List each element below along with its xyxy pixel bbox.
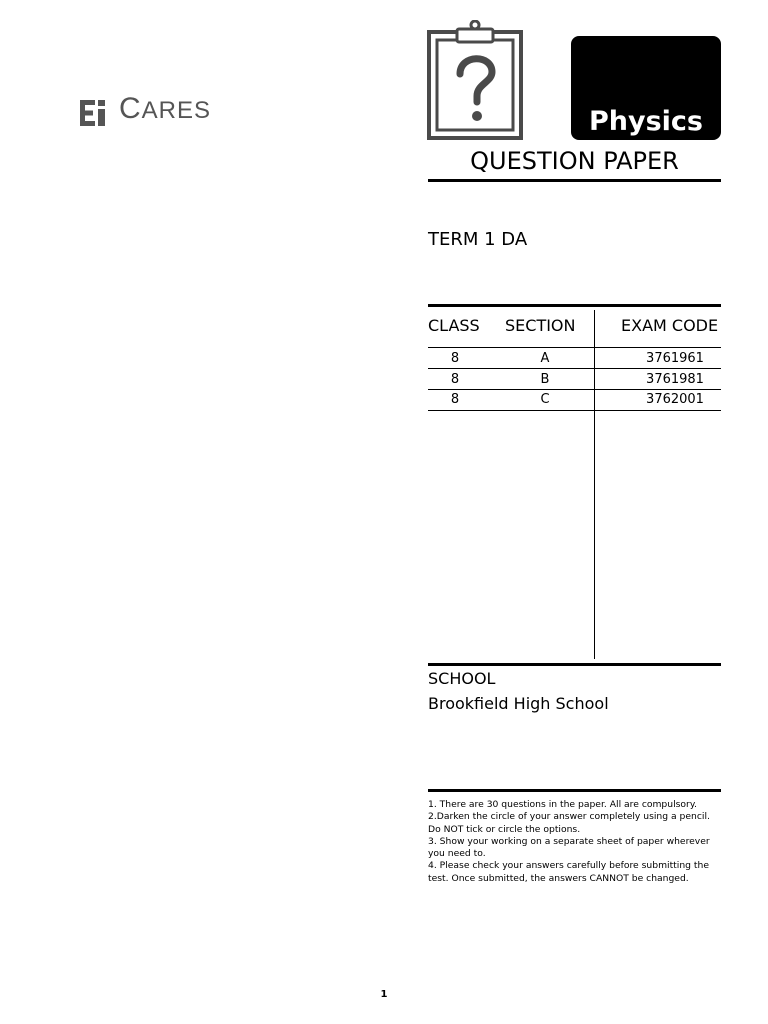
ei-logo-icon [80,98,110,126]
ei-cares-logo [80,92,211,126]
table-header-line [428,347,721,348]
subject-badge [571,36,721,140]
logo-wordmark-initial: C [119,92,142,125]
row-3-section: C [540,392,550,407]
table-top-divider [428,304,721,307]
page-number: 1 [380,989,388,1000]
header-exam-code: EXAM CODE [621,316,719,335]
instructions-divider [428,789,721,792]
table-row-line [428,410,721,411]
row-1-class: 8 [450,351,460,366]
row-2-section: B [540,372,550,387]
row-3-exam-code: 3762001 [646,392,704,407]
row-1-section: A [540,351,550,366]
table-row-line [428,389,721,390]
paper-title: QUESTION PAPER [470,147,679,175]
school-label: SCHOOL [428,669,496,688]
table-bottom-divider [428,663,721,666]
school-name: Brookfield High School [428,694,609,713]
table-row-line [428,368,721,369]
instructions-list [428,799,721,885]
table-column-divider [594,310,595,659]
clipboard-question-icon [427,20,523,140]
logo-wordmark-rest: ARES [141,97,212,124]
subject-label: Physics [588,106,703,137]
row-2-class: 8 [450,372,460,387]
instruction-item: 2.Darken the circle of your answer completely using a pencil. Do NOT tick or circle the options. [428,811,710,835]
row-1-exam-code: 3761961 [646,351,704,366]
term-label: TERM 1 DA [428,229,528,250]
instruction-item: 4. Please check your answers carefully before submitting the test. Once submitted, the answers CANNOT be changed. [428,860,709,884]
instruction-item: 1. There are 30 questions in the paper. All are compulsory. [428,799,697,810]
row-3-class: 8 [450,392,460,407]
title-divider [428,179,721,182]
header-section: SECTION [505,316,576,335]
row-2-exam-code: 3761981 [646,372,704,387]
logo-wordmark [119,94,211,126]
header-class: CLASS [428,316,480,335]
instruction-item: 3. Show your working on a separate sheet of paper wherever you need to. [428,835,710,860]
